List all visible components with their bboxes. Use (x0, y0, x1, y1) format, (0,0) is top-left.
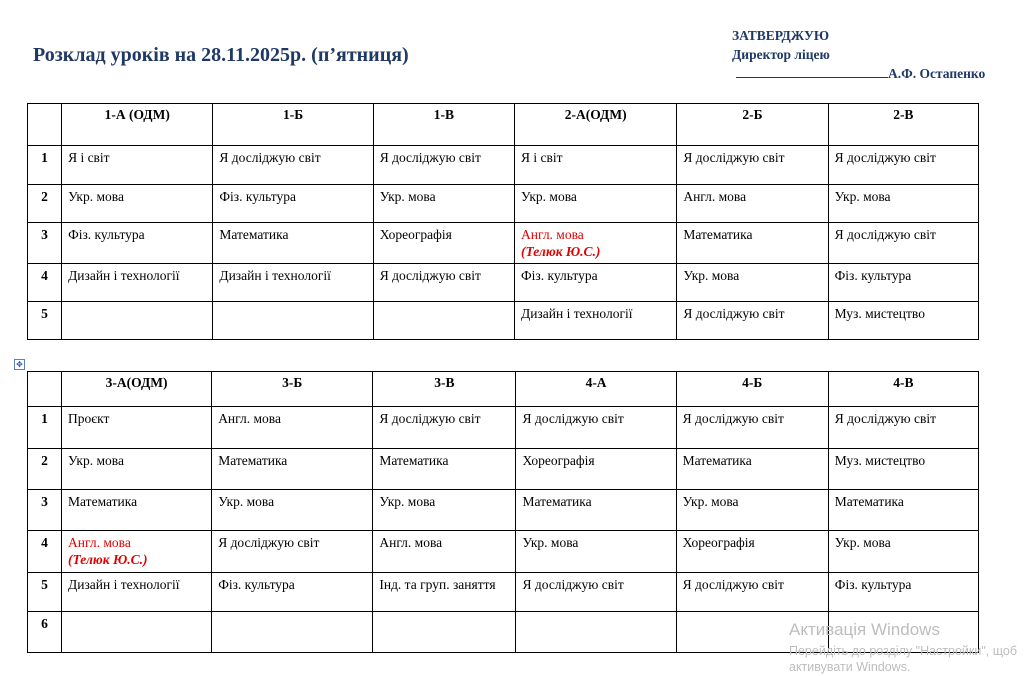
class-header: 4-В (828, 372, 978, 407)
lesson-number: 6 (28, 612, 62, 653)
lesson-cell (516, 531, 676, 573)
lesson-cell (828, 490, 978, 531)
lesson-cell (676, 490, 828, 531)
lesson-cell (676, 531, 828, 573)
lesson-subject: Англ. мова (218, 411, 281, 426)
lesson-subject: Муз. мистецтво (834, 306, 925, 321)
lesson-cell (676, 449, 828, 490)
class-header: 3-Б (212, 372, 373, 407)
lesson-cell (213, 264, 373, 302)
lesson-cell (62, 185, 213, 223)
lesson-subject: Я досліджую світ (682, 577, 784, 592)
lesson-subject: Укр. мова (521, 189, 577, 204)
lesson-subject: Я досліджую світ (834, 411, 937, 426)
lesson-cell (62, 407, 212, 449)
lesson-subject: Я досліджую світ (834, 227, 936, 242)
class-header: 1-В (373, 104, 514, 146)
lesson-cell (515, 264, 677, 302)
lesson-cell (676, 573, 828, 612)
approval-signature-line (732, 64, 985, 83)
lesson-cell (62, 264, 213, 302)
lesson-subject: Англ. мова (68, 535, 131, 550)
lesson-subject: Англ. мова (683, 189, 747, 204)
table-row (28, 449, 979, 490)
lesson-cell (515, 185, 677, 223)
table-header-row (28, 372, 979, 407)
lesson-cell (212, 490, 373, 531)
lesson-subject: Фіз. культура (834, 268, 912, 283)
lesson-cell (373, 185, 514, 223)
lesson-cell (516, 612, 676, 653)
table-row (28, 264, 979, 302)
lesson-number: 3 (28, 490, 62, 531)
lesson-subject: Фіз. культура (834, 577, 912, 592)
lesson-cell (373, 490, 516, 531)
lesson-cell (373, 612, 516, 653)
lesson-subject: Англ. мова (521, 227, 584, 242)
lesson-cell (828, 573, 978, 612)
lesson-cell (62, 449, 212, 490)
lesson-subject: Укр. мова (522, 535, 579, 550)
lesson-cell (828, 264, 978, 302)
lesson-cell (677, 302, 828, 340)
class-header: 1-Б (213, 104, 373, 146)
lesson-cell (677, 223, 828, 264)
header-corner-cell (28, 104, 62, 146)
lesson-number: 1 (28, 407, 62, 449)
lesson-subject: Фіз. культура (219, 189, 296, 204)
lesson-number: 3 (28, 223, 62, 264)
lesson-subject: Укр. мова (682, 494, 739, 509)
class-header: 2-В (828, 104, 978, 146)
table-row (28, 146, 979, 185)
lesson-subject: Математика (683, 227, 753, 242)
lesson-cell (62, 146, 213, 185)
lesson-subject: Я досліджую світ (522, 411, 624, 426)
lesson-cell (515, 302, 677, 340)
lesson-cell (516, 490, 676, 531)
lesson-subject: Дизайн і технології (68, 268, 180, 283)
lesson-subject: Я і світ (521, 150, 563, 165)
class-header: 3-А(ОДМ) (62, 372, 212, 407)
lesson-subject: Хореографія (522, 453, 595, 468)
lesson-cell (212, 449, 373, 490)
lesson-cell (677, 146, 828, 185)
lesson-cell (373, 449, 516, 490)
lesson-cell (62, 223, 213, 264)
lesson-subject: Я досліджую світ (834, 150, 936, 165)
lesson-subject: Я досліджую світ (218, 535, 320, 550)
lesson-cell (62, 302, 213, 340)
lesson-subject: Хореографія (682, 535, 755, 550)
lesson-subject: Дизайн і технології (68, 577, 180, 592)
lesson-subject: Я досліджую світ (379, 411, 481, 426)
lesson-cell (373, 264, 514, 302)
lesson-cell (212, 407, 373, 449)
schedule-table-grades-1-2 (27, 103, 979, 340)
lesson-subject: Математика (68, 494, 138, 509)
lesson-subject: Укр. мова (834, 189, 891, 204)
class-header: 4-А (516, 372, 676, 407)
lesson-number: 4 (28, 531, 62, 573)
lesson-cell (677, 264, 828, 302)
lesson-subject: Укр. мова (834, 535, 891, 550)
table-row (28, 407, 979, 449)
lesson-teacher: (Телюк Ю.С.) (68, 552, 148, 567)
lesson-number: 2 (28, 185, 62, 223)
approval-heading: ЗАТВЕРДЖУЮ (732, 28, 830, 43)
lesson-subject: Хореографія (379, 227, 452, 242)
lesson-cell (212, 573, 373, 612)
lesson-cell (373, 146, 514, 185)
lesson-subject: Укр. мова (68, 453, 124, 468)
lesson-cell (516, 407, 676, 449)
table-row (28, 573, 979, 612)
lesson-subject: Я і світ (68, 150, 110, 165)
table-row (28, 302, 979, 340)
table-header-row (28, 104, 979, 146)
lesson-cell (212, 612, 373, 653)
lesson-cell (373, 407, 516, 449)
lesson-subject: Муз. мистецтво (834, 453, 926, 468)
watermark-line: Перейдіть до розділу "Настройки", щоб (789, 644, 1017, 658)
approval-signature: А.Ф. Остапенко (888, 66, 986, 81)
lesson-subject: Математика (379, 453, 449, 468)
lesson-number: 5 (28, 302, 62, 340)
lesson-cell (828, 223, 978, 264)
lesson-number: 5 (28, 573, 62, 612)
header-corner-cell (28, 372, 62, 407)
lesson-cell (515, 223, 677, 264)
lesson-subject: Я досліджую світ (522, 577, 624, 592)
lesson-subject: Укр. мова (379, 189, 436, 204)
lesson-cell (676, 407, 828, 449)
lesson-subject: Я досліджую світ (379, 150, 481, 165)
lesson-subject: Інд. та груп. заняття (379, 577, 496, 592)
watermark-line: активувати Windows. (789, 660, 911, 674)
windows-activation-watermark (789, 620, 1017, 674)
lesson-cell (373, 302, 514, 340)
lesson-cell (213, 185, 373, 223)
lesson-subject: Фіз. культура (218, 577, 295, 592)
schedule-table-grades-3-4 (27, 371, 979, 653)
lesson-cell (828, 185, 978, 223)
class-header: 2-А(ОДМ) (515, 104, 677, 146)
table-row (28, 490, 979, 531)
page-title: Розклад уроків на 28.11.2025р. (п’ятниця) (33, 44, 409, 66)
table-row (28, 223, 979, 264)
lesson-cell (62, 612, 212, 653)
lesson-subject: Дизайн і технології (219, 268, 331, 283)
lesson-cell (828, 449, 978, 490)
lesson-cell (213, 302, 373, 340)
lesson-number: 4 (28, 264, 62, 302)
lesson-teacher: (Телюк Ю.С.) (521, 244, 601, 259)
lesson-cell (516, 573, 676, 612)
lesson-cell (373, 573, 516, 612)
lesson-subject: Математика (682, 453, 752, 468)
lesson-subject: Математика (219, 227, 289, 242)
lesson-subject: Англ. мова (379, 535, 443, 550)
lesson-subject: Математика (522, 494, 592, 509)
lesson-cell (373, 531, 516, 573)
lesson-number: 2 (28, 449, 62, 490)
lesson-subject: Математика (218, 453, 288, 468)
lesson-cell (828, 302, 978, 340)
table-row (28, 531, 979, 573)
lesson-subject: Я досліджую світ (379, 268, 481, 283)
lesson-subject: Фіз. культура (68, 227, 145, 242)
class-header: 1-А (ОДМ) (62, 104, 213, 146)
class-header: 2-Б (677, 104, 828, 146)
lesson-cell (515, 146, 677, 185)
lesson-cell (213, 223, 373, 264)
table-row (28, 185, 979, 223)
lesson-subject: Укр. мова (379, 494, 436, 509)
lesson-subject: Я досліджую світ (219, 150, 321, 165)
lesson-cell (828, 531, 978, 573)
class-header: 4-Б (676, 372, 828, 407)
lesson-cell (828, 407, 978, 449)
lesson-cell (62, 490, 212, 531)
lesson-subject: Дизайн і технології (521, 306, 633, 321)
lesson-subject: Математика (834, 494, 904, 509)
lesson-subject: Укр. мова (68, 189, 124, 204)
lesson-subject: Фіз. культура (521, 268, 598, 283)
approval-block (732, 26, 985, 83)
lesson-cell (373, 223, 514, 264)
watermark-title: Активація Windows (789, 620, 940, 639)
table-move-handle-icon[interactable]: ✥ (14, 359, 25, 370)
approval-position: Директор ліцею (732, 47, 830, 62)
lesson-cell (677, 185, 828, 223)
lesson-cell (212, 531, 373, 573)
lesson-subject: Укр. мова (683, 268, 740, 283)
class-header: 3-В (373, 372, 516, 407)
signature-underline (736, 64, 888, 78)
lesson-subject: Я досліджую світ (683, 150, 785, 165)
lesson-number: 1 (28, 146, 62, 185)
lesson-subject: Проєкт (68, 411, 110, 426)
lesson-cell (213, 146, 373, 185)
lesson-cell (62, 531, 212, 573)
lesson-subject: Укр. мова (218, 494, 275, 509)
lesson-cell (516, 449, 676, 490)
lesson-cell (62, 573, 212, 612)
lesson-subject: Я досліджую світ (682, 411, 784, 426)
lesson-cell (828, 146, 978, 185)
lesson-subject: Я досліджую світ (683, 306, 785, 321)
